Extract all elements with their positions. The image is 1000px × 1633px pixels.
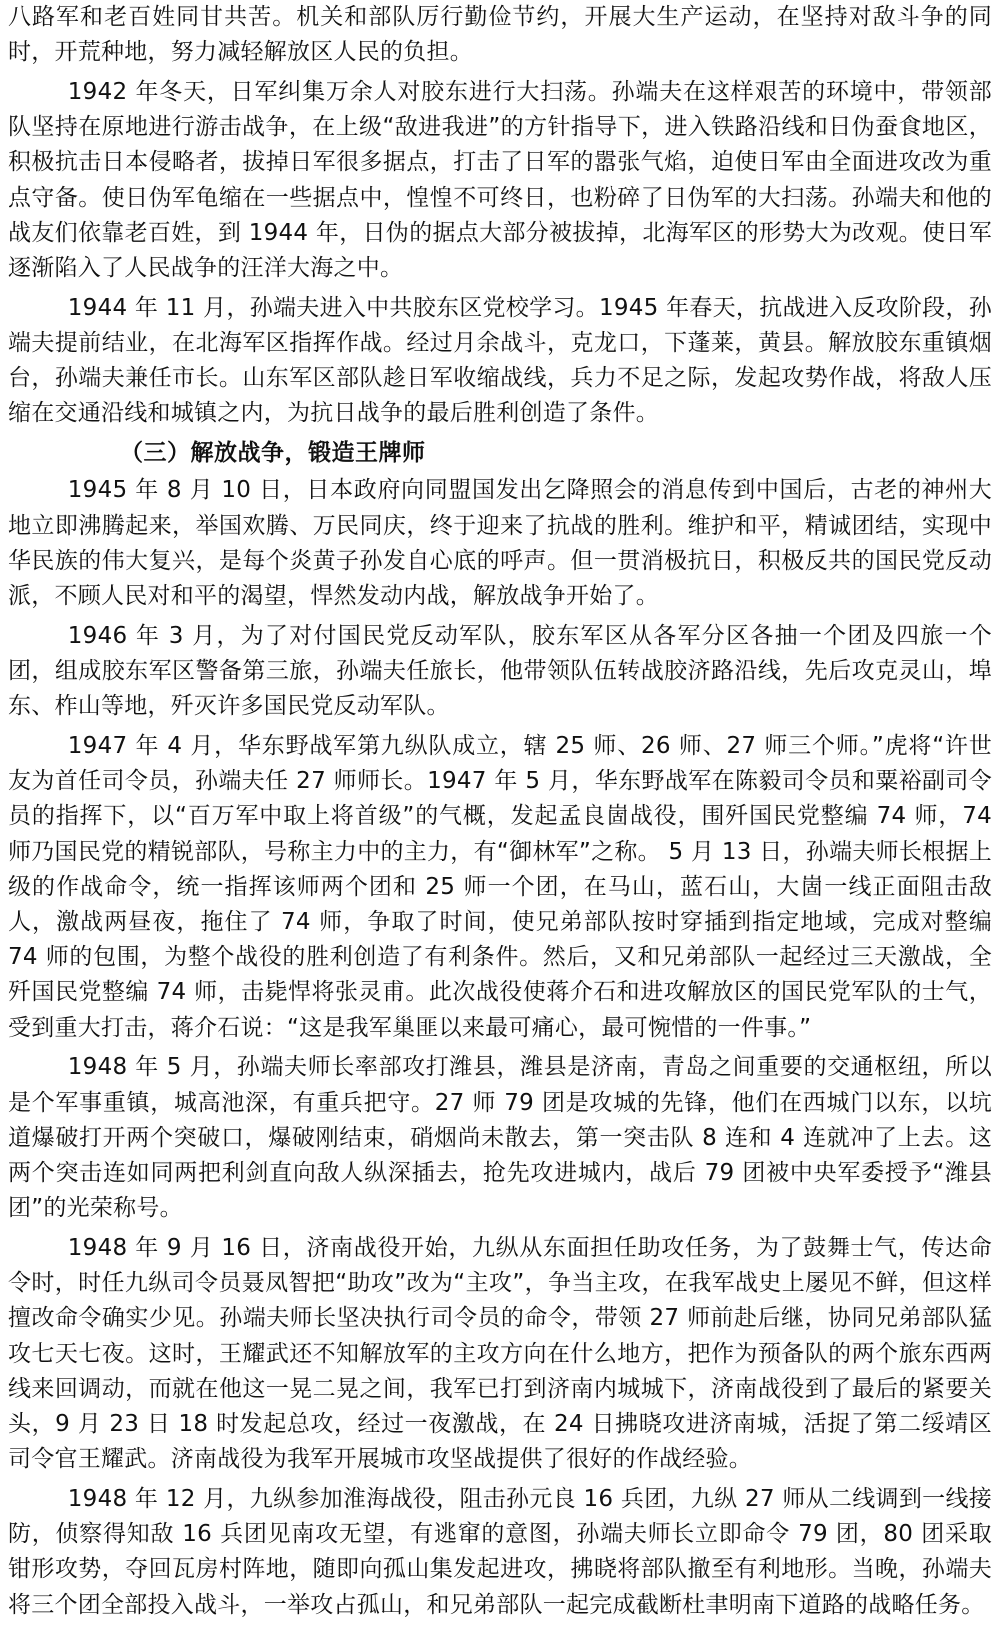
paragraph-1942-mopping-up: 1942 年冬天，日军纠集万余人对胶东进行大扫荡。孙端夫在这样艰苦的环境中，带领部队坚持在原地进行游击战争，在上级“敌进我进”的方针指导下，进入铁路沿线和日伪蚕食地区，积极抗击日本侵略者，拔掉日军很多据点，打击了日军的嚣张气焰，迫使日军由全面进攻改为重点守备。使日伪军龟缩在一些据点中，惶惶不可终日，也粉碎了日伪军的大扫荡。孙端夫和他的战友们依靠老百姓，到 1944 年，日伪的据点大部分被拔掉，北海军区的形势大为改观。使日军逐渐陷入了人民战争的汪洋大海之中。 (8, 79, 992, 282)
paragraph-1945-surrender: 1945 年 8 月 10 日，日本政府向同盟国发出乞降照会的消息传到中国后，古老的神州大地立即沸腾起来，举国欢腾、万民同庆，终于迎来了抗战的胜利。维护和平，精诚团结，实现中华民族的伟大复兴，是每个炎黄子孙发自心底的呼声。但一贯消极抗日，积极反共的国民党反动派，不顾人民对和平的渴望，悍然发动内战，解放战争开始了。 (8, 477, 992, 610)
paragraph-1946-third-brigade: 1946 年 3 月，为了对付国民党反动军队，胶东军区从各军分区各抽一个团及四旅一个团，组成胶东军区警备第三旅，孙端夫任旅长，他带领队伍转战胶济路沿线，先后攻克灵山，埠东、柞山等地，歼灭许多国民党反动军队。 (8, 622, 992, 720)
paragraph-1948-huaihai: 1948 年 12 月，九纵参加淮海战役，阻击孙元良 16 兵团，九纵 27 师从二线调到一线接防，侦察得知敌 16 兵团见南攻无望，有逃窜的意图，孙端夫师长立即命令 79 团，80 团采取钳形攻势，夺回瓦房村阵地，随即向孤山集发起进攻，拂晓将部队撤至有利地形。当晚，孙端夫将三个团全部投入战斗，一举攻占孤山，和兄弟部队一起完成截断杜聿明南下道路的战略任务。 (8, 1486, 992, 1618)
paragraph-1944-party-school: 1944 年 11 月，孙端夫进入中共胶东区党校学习。1945 年春天，抗战进入反攻阶段，孙端夫提前结业，在北海军区指挥作战。经过月余战斗，克龙口，下蓬莱，黄县。解放胶东重镇烟台，孙端夫兼任市长。山东军区部队趁日军收缩战线，兵力不足之际，发起攻势作战，将敌人压缩在交通沿线和城镇之内，为抗日战争的最后胜利创造了条件。 (8, 294, 992, 427)
paragraph-continuation: 八路军和老百姓同甘共苦。机关和部队厉行勤俭节约，开展大生产运动，在坚持对敌斗争的同时，开荒种地，努力减轻解放区人民的负担。 (8, 4, 992, 66)
paragraph-1948-jinan: 1948 年 9 月 16 日，济南战役开始，九纵从东面担任助攻任务，为了鼓舞士气，传达命令时，时任九纵司令员聂凤智把“助攻”改为“主攻”，争当主攻，在我军战史上屡见不鲜，但这样擅改命令确实少见。孙端夫师长坚决执行司令员的命令，带领 27 师前赴后继，协同兄弟部队猛攻七天七夜。这时，王耀武还不知解放军的主攻方向在什么地方，把作为预备队的两个旅东西两线来回调动，而就在他这一晃二晃之间，我军已打到济南内城城下，济南战役到了最后的紧要关头，9 月 23 日 18 时发起总攻，经过一夜激战，在 24 日拂晓攻进济南城，活捉了第二绥靖区司令官王耀武。济南战役为我军开展城市攻坚战提供了很好的作战经验。 (8, 1235, 992, 1473)
paragraph-1948-weixian: 1948 年 5 月，孙端夫师长率部攻打潍县，潍县是济南，青岛之间重要的交通枢纽，所以是个军事重镇，城高池深，有重兵把守。27 师 79 团是攻城的先锋，他们在西城门以东，以坑道爆破打开两个突破口，爆破刚结束，硝烟尚未散去，第一突击队 8 连和 4 连就冲了上去。这两个突击连如同两把利剑直向敌人纵深插去，抢先攻进城内，战后 79 团被中央军委授予“潍县团”的光荣称号。 (8, 1054, 992, 1222)
document-page (8, 0, 992, 1627)
section-heading: （三）解放战争，锻造王牌师 (120, 440, 426, 467)
paragraph-1947-menglianggu: 1947 年 4 月，华东野战军第九纵队成立，辖 25 师、26 师、27 师三个师。”虎将“许世友为首任司令员，孙端夫任 27 师师长。1947 年 5 月，华东野战军在陈毅司令员和粟裕副司令员的指挥下，以“百万军中取上将首级”的气概，发起孟良崮战役，围歼国民党整编 74 师，74 师乃国民党的精锐部队，号称主力中的主力，有“御林军”之称。 5 月 13 日，孙端夫师长根据上级的作战命令，统一指挥该师两个团和 25 师一个团，在马山，蓝石山，大崮一线正面阻击敌人，激战两昼夜，拖住了 74 师，争取了时间，使兄弟部队按时穿插到指定地域，完成对整编 74 师的包围，为整个战役的胜利创造了有利条件。然后，又和兄弟部队一起经过三天激战，全歼国民党整编 74 师，击毙悍将张灵甫。此次战役使蒋介石和进攻解放区的国民党军队的士气，受到重大打击，蒋介石说：“这是我军巢匪以来最可痛心，最可惋惜的一件事。” (8, 733, 992, 1041)
